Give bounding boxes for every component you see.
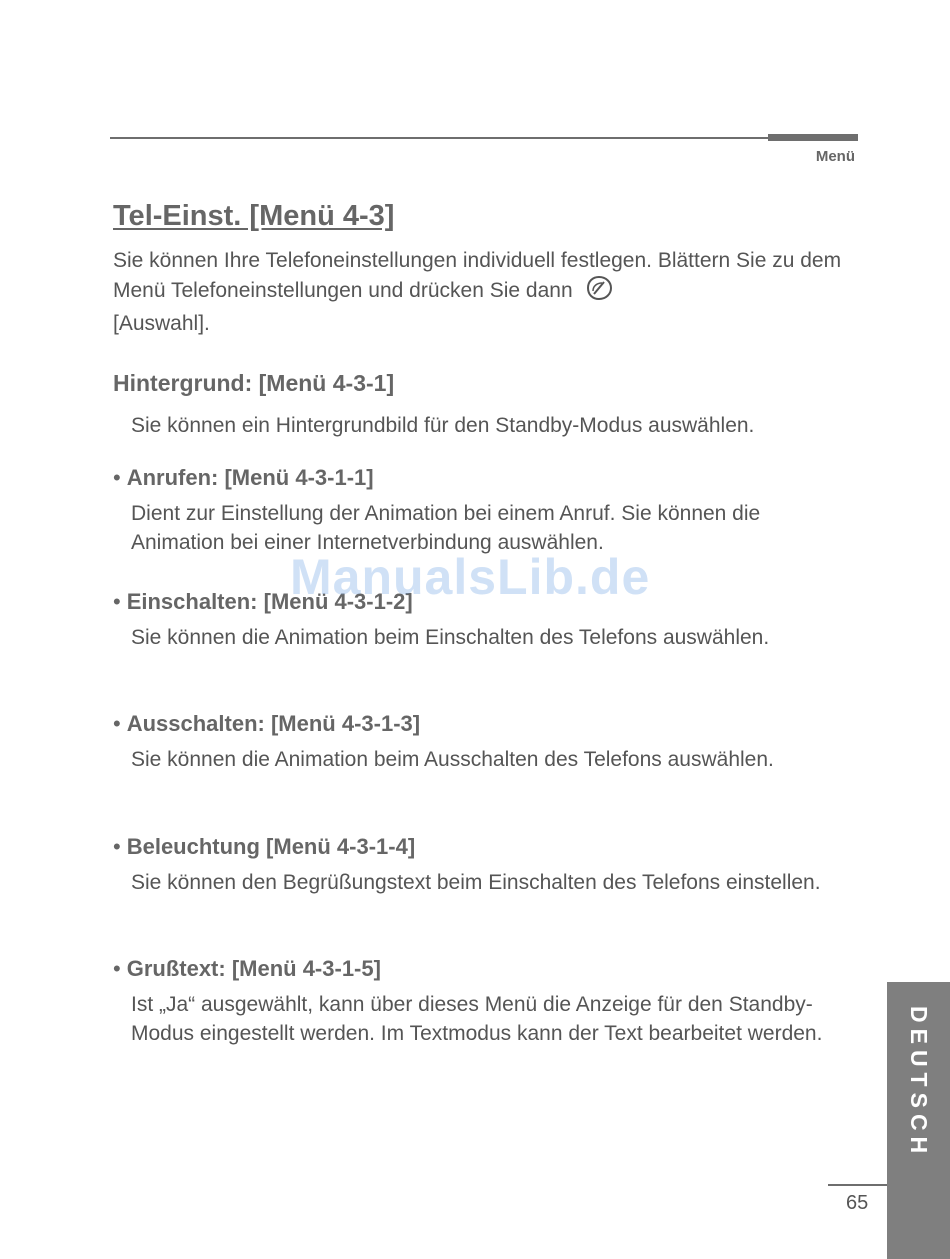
item-description: Dient zur Einstellung der Animation bei einem Anruf. Sie können die Animation bei einer Internetverbindung auswählen. [131,502,761,554]
bullet: • [113,589,121,614]
intro-text: Sie können Ihre Telefoneinstellungen individuell festlegen. Blättern Sie zu dem Menü Telefoneinstellungen und drücken Sie dann [113,249,842,302]
header-label: Menü [815,148,855,165]
item-description: Ist „Ja“ ausgewählt, kann über dieses Menü die Anzeige für den Standby-Modus eingestellt werden. Im Textmodus kann der Text bearbeitet werden. [131,993,823,1045]
section-description: Sie können ein Hintergrundbild für den Standby-Modus auswählen. [131,414,755,437]
bullet: • [113,834,121,859]
header-rule-tab [768,134,858,141]
page-number-rule [828,1184,887,1186]
watermark: ManualsLib.de [290,549,651,605]
item-description: Sie können die Animation beim Ausschalten des Telefons auswählen. [131,748,774,771]
bullet: • [113,711,121,736]
bullet: • [113,956,121,981]
header-rule [110,137,858,139]
bullet: • [113,465,121,490]
select-key-icon [584,275,614,309]
intro-paragraph [113,246,853,338]
item-title [113,834,843,860]
item-title [113,711,843,737]
item-description: Sie können die Animation beim Einschalten des Telefons auswählen. [131,626,770,649]
list-item [113,465,843,557]
item-title-text: Ausschalten: [Menü 4-3-1-3] [126,711,421,736]
item-title-text: Grußtext: [Menü 4-3-1-5] [126,956,381,981]
language-tab [887,982,950,1259]
intro-text-after: [Auswahl]. [113,312,210,335]
item-title-text: Anrufen: [Menü 4-3-1-1] [126,465,374,490]
list-item [113,834,843,897]
item-title-text: Beleuchtung [Menü 4-3-1-4] [126,834,416,859]
item-description: Sie können den Begrüßungstext beim Einschalten des Telefons einstellen. [131,871,821,894]
list-item [113,711,843,774]
language-tab-label: DEUTSCH [906,1006,932,1160]
item-title [113,956,843,982]
section-title: Hintergrund: [Menü 4-3-1] [113,370,395,396]
list-item [113,956,843,1048]
item-title-text: Einschalten: [Menü 4-3-1-2] [126,589,413,614]
page-title: Tel-Einst. [Menü 4-3] [113,200,395,232]
page-number: 65 [846,1192,869,1214]
item-title [113,465,843,491]
